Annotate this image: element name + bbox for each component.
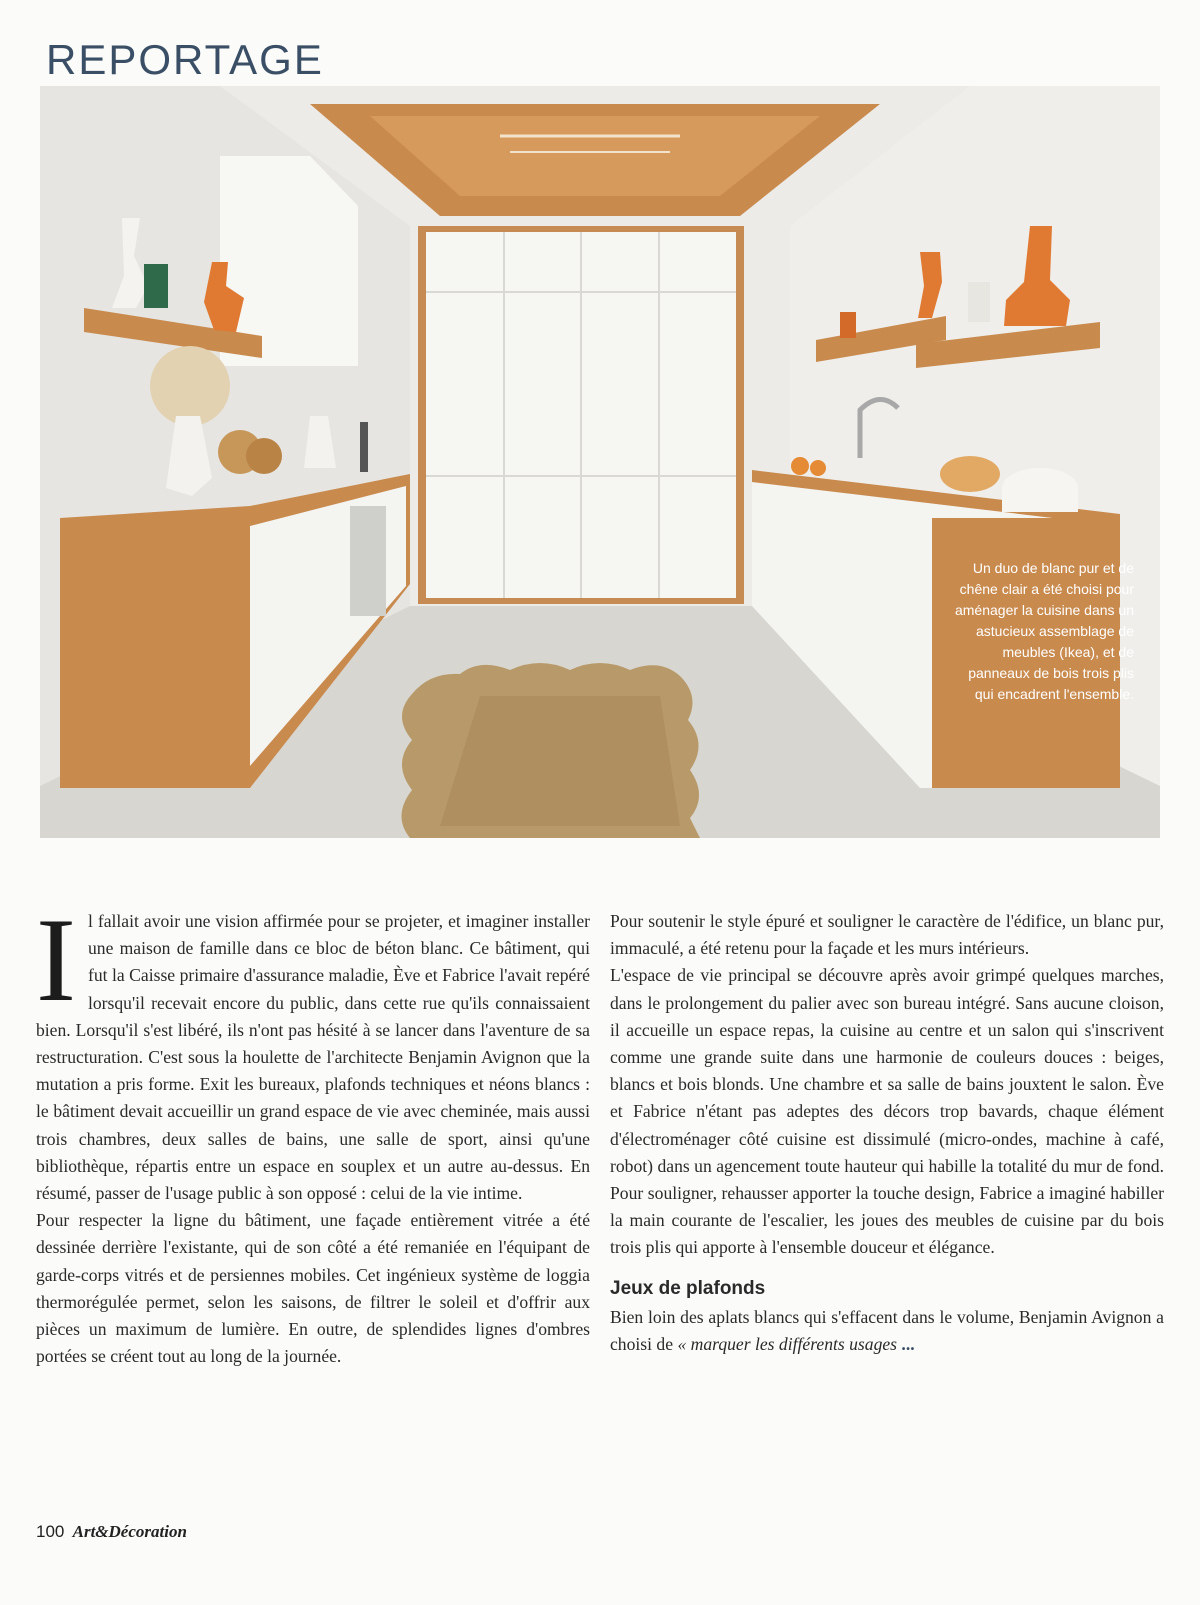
paragraph (610, 1304, 1164, 1358)
subheading: Jeux de plafonds (610, 1277, 766, 1299)
pull-quote: « marquer les différents usages (677, 1333, 898, 1354)
page-footer (36, 1522, 187, 1542)
paragraph: l fallait avoir une vision affirmée pour se projeter, et imaginer installer une maison de famille dans ce bloc de béton blanc. Ce bâtiment, qui fut la Caisse primaire d'assurance maladie, Ève et Fabrice l'avait repéré lorsqu'il recevait encore du public, dans cette rue qu'ils connaissaient bien. Lorsqu'il s'est libéré, ils n'ont pas hésité à se lancer dans l'aventure de sa restructuration. C'est sous la houlette de l'architecte Benjamin Avignon que la mutation a pris forme. Exit les bureaux, plafonds techniques et néons blancs : le bâtiment devait accueillir un grand espace de vie avec cheminée, mais aussi trois chambres, deux salles de bains, une salle de sport, ainsi qu'une bibliothèque, répartis entre un espace en souplex et un autre au-dessus. En résumé, passer de l'usage public à son opposé : celui de la vie intime. (36, 911, 590, 1204)
drop-cap: I (36, 893, 76, 1026)
magazine-logo: Art&Décoration (72, 1522, 187, 1541)
photo-caption: Un duo de blanc pur et de chêne clair a été choisi pour aménager la cuisine dans un astucieux assemblage de meubles (Ikea), et de panneaux de bois trois plis qui encadrent l'ensemble. (954, 560, 1134, 702)
article-column-left (36, 893, 590, 1370)
paragraph: L'espace de vie principal se découvre après avoir grimpé quelques marches, dans le prolongement du palier avec son bureau intégré. Sans aucune cloison, il accueille un espace repas, la cuisine au centre et un salon qui s'inscrivent comme une grande suite dans une harmonie de couleurs douces : beiges, blancs et bois blonds. Une chambre et sa salle de bains jouxtent le salon. Ève et Fabrice n'étant pas adeptes des décors trop bavards, chaque élément d'électroménager côté cuisine est dissimulé (micro-ondes, machine à café, robot) dans un agencement toute hauteur qui habille la totalité du mur de fond. Pour souligner, rehausser apporter la touche design, Fabrice a imaginé habiller la main courante de l'escalier, les joues des meubles de cuisine par du bois trois plis qui apporte à l'ensemble douceur et élégance. (610, 965, 1164, 1258)
section-title: REPORTAGE (46, 36, 324, 83)
paragraph: Pour soutenir le style épuré et souligner le caractère de l'édifice, un blanc pur, immaculé, a été retenu pour la façade et les murs intérieurs. (610, 911, 1164, 959)
kitchen-illustration (40, 86, 1160, 838)
paragraph-text: Bien loin des aplats blancs qui s'effacent dans le volume, Benjamin Avignon a choisi de (610, 1306, 1164, 1354)
page-number: 100 (36, 1522, 65, 1541)
paragraph: Pour respecter la ligne du bâtiment, une façade entièrement vitrée a été dessinée derrière l'existante, qui de son côté a été remaniée en l'équipant de garde-corps vitrés et de persiennes mobiles. Cet ingénieux système de loggia thermorégulée permet, selon les saisons, de filtrer le soleil et d'offrir aux pièces un maximum de lumière. En outre, de splendides lignes d'ombres portées se créent tout au long de la journée. (36, 1210, 590, 1367)
continued-marker: ... (897, 1333, 915, 1354)
kitchen-photo (40, 86, 1160, 838)
article-column-right (610, 908, 1164, 1358)
